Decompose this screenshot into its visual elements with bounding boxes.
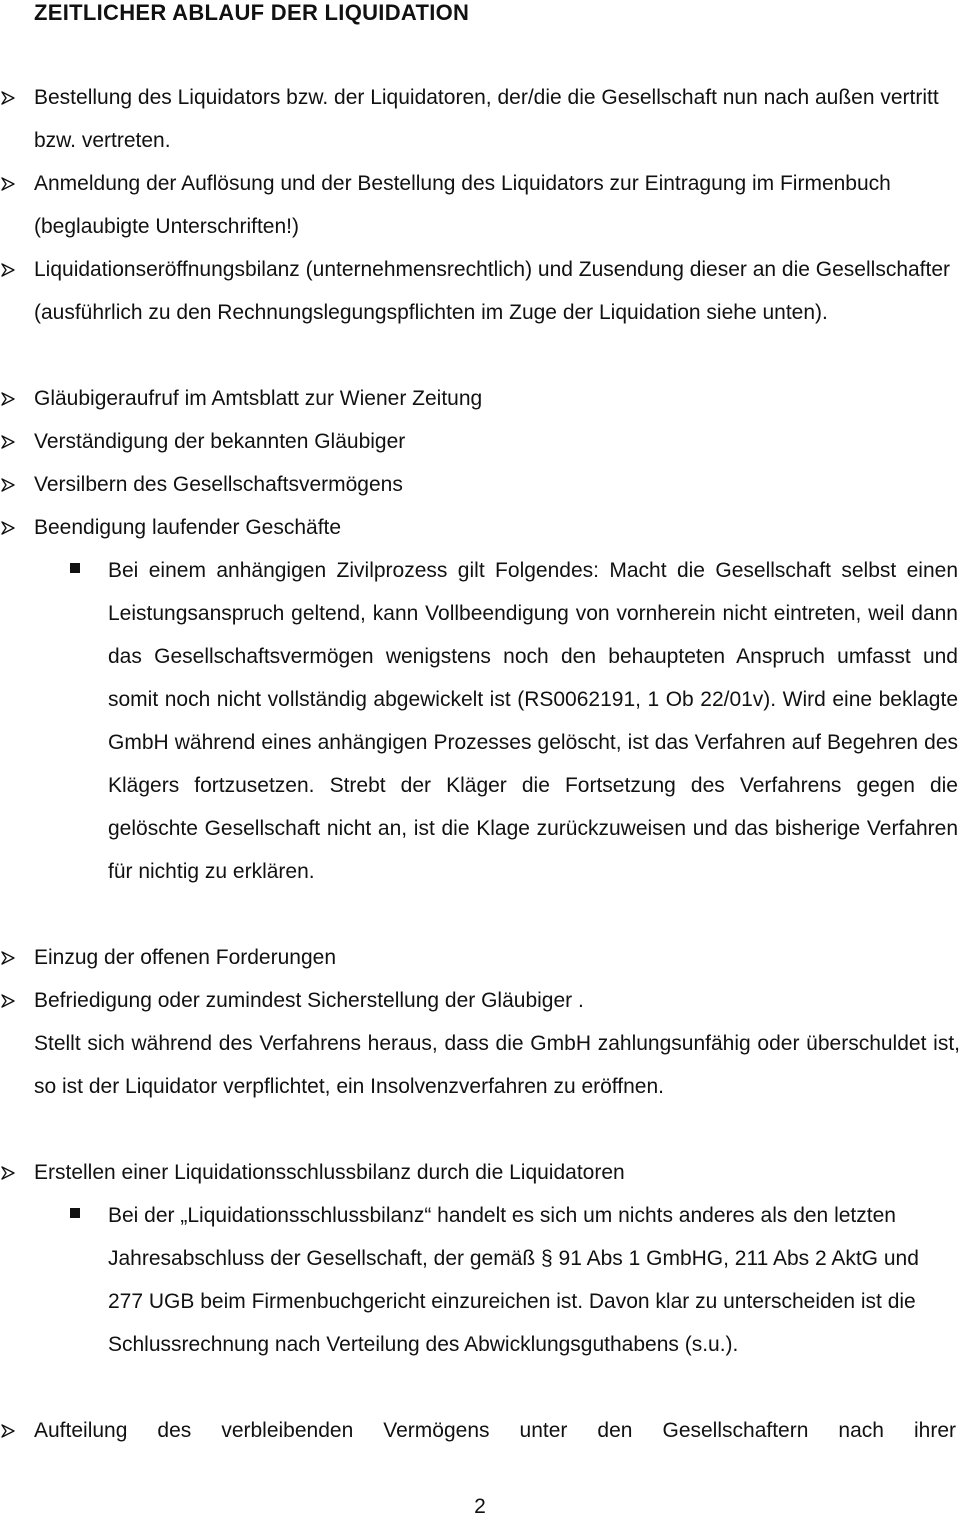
- list-item: [0, 248, 960, 334]
- list-item: [0, 162, 960, 248]
- sub-list-item-text: Bei einem anhängigen Zivilprozess gilt Folgendes: Macht die Gesellschaft selbst einen Leistungsanspruch geltend, kann Vollbeendigung von vornherein nicht eintreten, weil dann das Gesellschaftsvermögen wenigstens noch den behaupteten Anspruch umfasst und somit noch nicht vollständig abgewickelt ist (RS0062191, 1 Ob 22/01v). Wird eine beklagte GmbH während eines anhängigen Prozesses gelöscht, ist das Verfahren auf Begehren des Klägers fortzusetzen. Strebt der Kläger die Fortsetzung des Verfahrens gegen die gelöschte Gesellschaft nicht an, ist die Klage zurückzuweisen und das bisherige Verfahren für nichtig zu erklären.: [108, 559, 958, 883]
- sub-list-item-text: Bei der „Liquidationsschlussbilanz“ handelt es sich um nichts anderes als den letzten Jahresabschluss der Gesellschaft, der gemäß § 91 Abs 1 GmbHG, 211 Abs 2 AktG und 277 UGB beim Firmenbuchgericht einzureichen ist. Davon klar zu unterscheiden ist die Schlussrechnung nach Verteilung des Abwicklungsguthabens (s.u.).: [108, 1204, 919, 1356]
- arrow-bullet-icon: [0, 1151, 20, 1194]
- arrow-bullet-icon: [0, 1409, 20, 1452]
- page-number: 2: [474, 1495, 486, 1518]
- list-item-text: Aufteilung des verbleibenden Vermögens unter den Gesellschaftern nach ihrer: [34, 1419, 956, 1442]
- page-title: ZEITLICHER ABLAUF DER LIQUIDATION: [34, 0, 470, 25]
- list-item: [0, 1409, 960, 1452]
- sub-list-item: [0, 1194, 960, 1366]
- list-item-text: Anmeldung der Auflösung und der Bestellung des Liquidators zur Eintragung im Firmenbuch (beglaubigte Unterschriften!): [34, 172, 891, 238]
- list-item-text: Erstellen einer Liquidationsschlussbilanz durch die Liquidatoren: [34, 1161, 625, 1184]
- list-item-text: Beendigung laufender Geschäfte: [34, 516, 342, 539]
- list-item-text: Versilbern des Gesellschaftsvermögens: [34, 473, 403, 496]
- arrow-bullet-icon: [0, 506, 20, 549]
- arrow-bullet-icon: [0, 377, 20, 420]
- list-item-text: Liquidationseröffnungsbilanz (unternehmensrechtlich) und Zusendung dieser an die Gesellschafter (ausführlich zu den Rechnungslegungspflichten im Zuge der Liquidation siehe unten).: [34, 258, 951, 324]
- sub-list-item: [0, 549, 960, 893]
- list-item: [0, 76, 960, 162]
- list-item: [0, 936, 960, 979]
- square-bullet-icon: [70, 1208, 80, 1218]
- square-bullet-icon: [70, 563, 80, 573]
- arrow-bullet-icon: [0, 979, 20, 1022]
- arrow-bullet-icon: [0, 420, 20, 463]
- list-item-text: Bestellung des Liquidators bzw. der Liquidatoren, der/die die Gesellschaft nun nach außen vertritt bzw. vertreten.: [34, 86, 939, 152]
- arrow-bullet-icon: [0, 76, 20, 119]
- list-item: [0, 463, 960, 506]
- arrow-bullet-icon: [0, 162, 20, 205]
- list-item-text: Gläubigeraufruf im Amtsblatt zur Wiener Zeitung: [34, 387, 483, 410]
- list-item-text: Verständigung der bekannten Gläubiger: [34, 430, 406, 453]
- list-item: [0, 979, 960, 1022]
- list-item-text: Befriedigung oder zumindest Sicherstellung der Gläubiger .: [34, 989, 584, 1012]
- list-item: [0, 377, 960, 420]
- arrow-bullet-icon: [0, 936, 20, 979]
- list-item: [0, 1151, 960, 1194]
- list-item: [0, 420, 960, 463]
- list-item: [0, 506, 960, 549]
- arrow-bullet-icon: [0, 463, 20, 506]
- list-item-text: Einzug der offenen Forderungen: [34, 946, 336, 969]
- note-paragraph: Stellt sich während des Verfahrens heraus, dass die GmbH zahlungsunfähig oder überschuldet ist, so ist der Liquidator verpflichtet, ein Insolvenzverfahren zu eröffnen.: [34, 1032, 960, 1098]
- arrow-bullet-icon: [0, 248, 20, 291]
